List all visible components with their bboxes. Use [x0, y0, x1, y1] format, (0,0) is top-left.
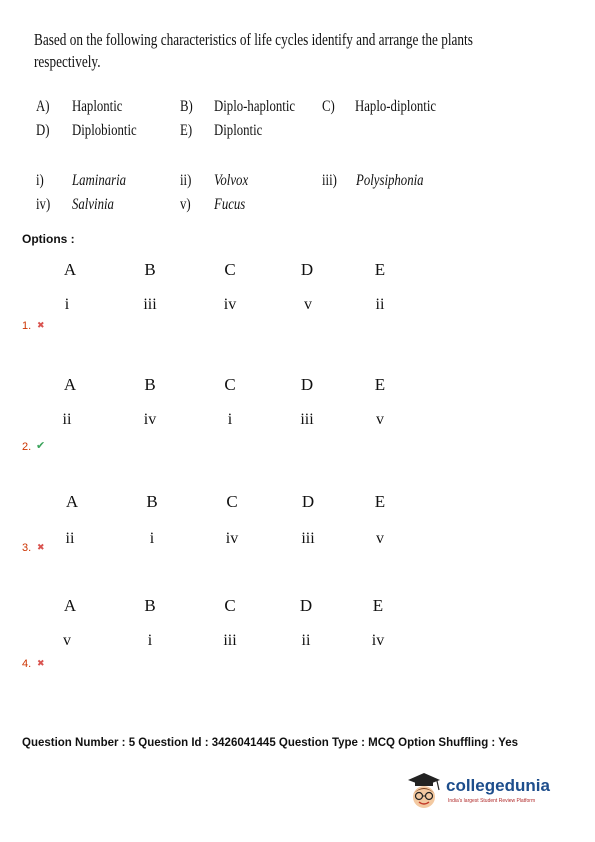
plant-name: Salvinia: [72, 196, 114, 213]
option-value: ii: [301, 632, 311, 649]
plant-label: i): [36, 172, 44, 189]
option-value: iii: [143, 296, 157, 313]
characteristic-label: A): [36, 98, 50, 115]
characteristic-label: B): [180, 98, 193, 115]
question-metadata: Question Number : 5 Question Id : 3426041445 Question Type : MCQ Option Shuffling : Yes: [22, 737, 519, 749]
column-letter-e: E: [374, 375, 386, 394]
characteristic-text: Diplobiontic: [72, 122, 137, 139]
option-value: v: [376, 530, 384, 547]
option-number: 3.: [22, 542, 32, 554]
plant-label: iv): [36, 196, 51, 213]
question-text-line-1: Based on the following characteristics of life cycles identify and arrange the plants: [34, 30, 473, 49]
plant-name: Polysiphonia: [356, 172, 424, 189]
mascot-icon: [404, 770, 444, 814]
plant-name: Laminaria: [72, 172, 127, 189]
option-value: iv: [223, 296, 237, 313]
option-value: iii: [223, 632, 237, 649]
collegedunia-logo[interactable]: [404, 770, 554, 814]
option-value: iv: [225, 530, 239, 547]
column-letter-e: E: [374, 260, 386, 279]
characteristic-text: Diplo-haplontic: [214, 98, 296, 115]
option-value: i: [149, 530, 155, 547]
characteristic-label: E): [180, 122, 193, 139]
column-letter-e: E: [374, 492, 386, 511]
column-letter-c: C: [224, 596, 236, 615]
column-letter-e: E: [372, 596, 384, 615]
option-number: 2.: [22, 441, 32, 453]
question-text-line-2: respectively.: [34, 52, 101, 71]
option-value: ii: [62, 411, 72, 428]
option-value: ii: [375, 296, 385, 313]
logo-wordmark: collegedunia: [446, 776, 550, 795]
column-letter-d: D: [301, 492, 315, 511]
characteristic-text: Haplo-diplontic: [355, 98, 437, 115]
option-value: iv: [143, 411, 157, 428]
column-letter-c: C: [224, 375, 236, 394]
column-letter-a: A: [63, 596, 77, 615]
characteristic-text: Haplontic: [72, 98, 123, 115]
column-letter-a: A: [65, 492, 79, 511]
option-value: v: [376, 411, 384, 428]
option-number: 1.: [22, 320, 32, 332]
option-value: iii: [301, 530, 315, 547]
option-value: i: [147, 632, 153, 649]
option-value: iv: [371, 632, 385, 649]
option-value: ii: [65, 530, 75, 547]
plant-label: iii): [322, 172, 337, 189]
column-letter-a: A: [63, 375, 77, 394]
column-letter-c: C: [226, 492, 238, 511]
plant-label: ii): [180, 172, 192, 189]
column-letter-a: A: [63, 260, 77, 279]
option-value: iii: [300, 411, 314, 428]
plant-label: v): [180, 196, 191, 213]
option-number: 4.: [22, 658, 32, 670]
column-letter-d: D: [300, 375, 314, 394]
logo-tagline: India's largest Student Review Platform: [448, 798, 536, 804]
wrong-mark-icon: ✖: [37, 320, 45, 330]
option-value: i: [227, 411, 233, 428]
option-value: v: [304, 296, 312, 313]
correct-mark-icon: ✔: [36, 440, 46, 452]
characteristic-label: C): [322, 98, 335, 115]
column-letter-d: D: [300, 260, 314, 279]
column-letter-b: B: [144, 596, 156, 615]
column-letter-b: B: [144, 375, 156, 394]
option-value: i: [64, 296, 70, 313]
option-value: v: [63, 632, 71, 649]
column-letter-c: C: [224, 260, 236, 279]
characteristic-label: D): [36, 122, 50, 139]
column-letter-b: B: [146, 492, 158, 511]
plant-name: Volvox: [214, 172, 249, 189]
column-letter-b: B: [144, 260, 156, 279]
wrong-mark-icon: ✖: [37, 542, 45, 552]
characteristic-text: Diplontic: [214, 122, 263, 139]
plant-name: Fucus: [214, 196, 246, 213]
column-letter-d: D: [299, 596, 313, 615]
options-heading: Options :: [22, 232, 75, 246]
wrong-mark-icon: ✖: [37, 658, 45, 668]
